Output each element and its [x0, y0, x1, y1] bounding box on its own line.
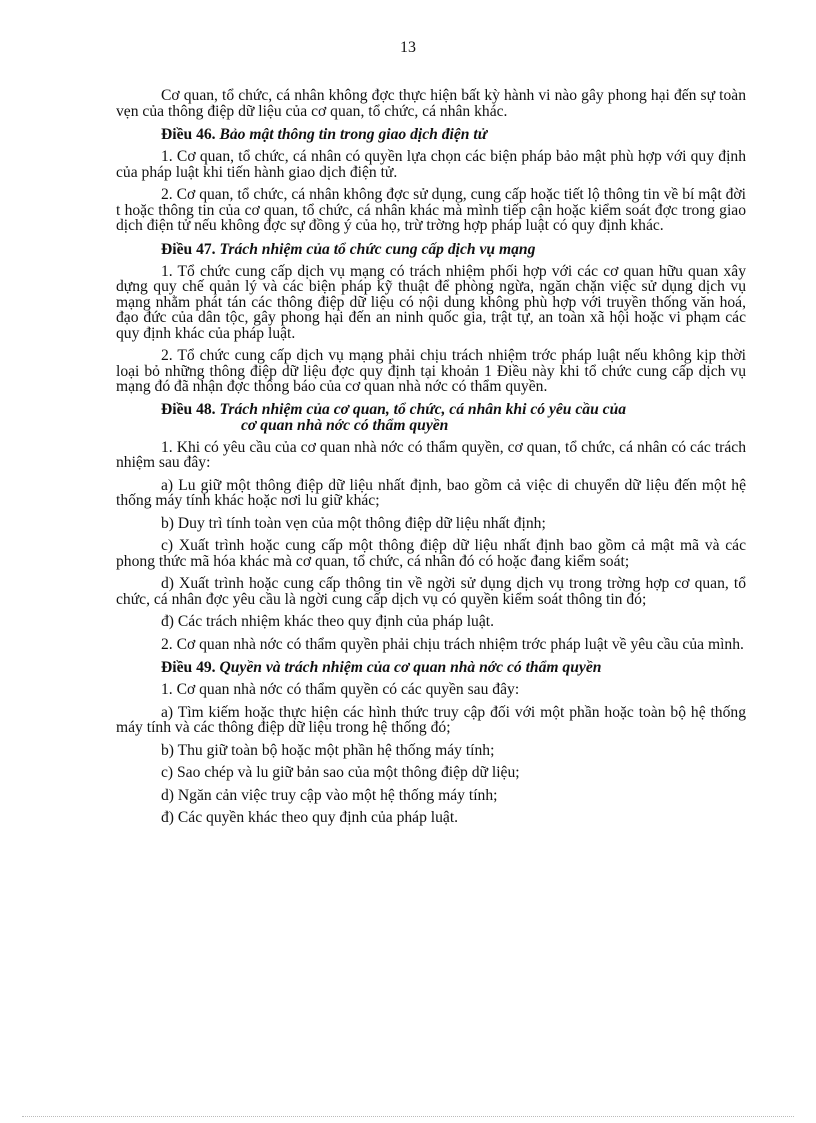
list-item: c) Sao chép và lu giữ bản sao của một thông điệp dữ liệu; — [161, 764, 520, 781]
article-title: Trách nhiệm của cơ quan, tổ chức, cá nhân khi có yêu cầu của — [219, 400, 627, 418]
list-item: b) Thu giữ toàn bộ hoặc một phần hệ thống máy tính; — [161, 741, 495, 759]
article-title: Quyền và trách nhiệm của cơ quan nhà nớc có thẩm quyền — [219, 659, 602, 676]
article-title-continued: cơ quan nhà nớc có thẩm quyền — [241, 416, 449, 434]
paragraph: 2. Cơ quan nhà nớc có thẩm quyền phải chịu trách nhiệm trớc pháp luật về yêu cầu của mình. — [161, 635, 744, 653]
article-heading-46 — [116, 126, 746, 143]
list-item: a) Tìm kiếm hoặc thực hiện các hình thức truy cập đối với một phần hoặc toàn bộ hệ thống máy tính và các thông điệp dữ liệu trong hệ thống đó; — [116, 703, 746, 736]
list-item: a) Lu giữ một thông điệp dữ liệu nhất định, bao gồm cả việc di chuyển dữ liệu đến một hệ thống máy tính khác hoặc nơi lu giữ khác; — [116, 476, 746, 509]
paragraph: 1. Khi có yêu cầu của cơ quan nhà nớc có thẩm quyền, cơ quan, tổ chức, cá nhân có các trách nhiệm sau đây: — [116, 438, 746, 471]
footer-divider — [22, 1116, 794, 1117]
paragraph: 1. Cơ quan, tổ chức, cá nhân có quyền lựa chọn các biện pháp bảo mật phù hợp với quy định của pháp luật khi tiến hành giao dịch điện tử. — [116, 148, 746, 181]
document-body — [116, 88, 746, 833]
list-item: đ) Các trách nhiệm khác theo quy định của pháp luật. — [161, 613, 494, 630]
list-item: c) Xuất trình hoặc cung cấp một thông điệp dữ liệu nhất định bao gồm cả mật mã và các phong thức mã hóa khác mà cơ quan, tổ chức, cá nhân đó có hoặc đang kiểm soát; — [116, 537, 746, 570]
paragraph: 1. Cơ quan nhà nớc có thẩm quyền có các quyền sau đây: — [161, 681, 520, 698]
article-number: Điều 49. — [161, 659, 216, 676]
article-number: Điều 47. — [161, 240, 216, 258]
article-title: Trách nhiệm của tổ chức cung cấp dịch vụ mạng — [219, 240, 536, 258]
article-number: Điều 46. — [161, 126, 216, 143]
list-item: b) Duy trì tính toàn vẹn của một thông điệp dữ liệu nhất định; — [161, 514, 546, 532]
list-item: d) Ngăn cản việc truy cập vào một hệ thống máy tính; — [161, 786, 498, 804]
list-item: đ) Các quyền khác theo quy định của pháp luật. — [161, 809, 459, 826]
list-item: d) Xuất trình hoặc cung cấp thông tin về ngời sử dụng dịch vụ trong trờng hợp cơ quan, tổ chức, cá nhân đợc yêu cầu là ngời cung cấp dịch vụ có quyền kiểm soát thông tin đó; — [116, 575, 746, 608]
article-number: Điều 48. — [161, 400, 216, 418]
page-number: 13 — [400, 39, 416, 56]
article-heading-48 — [116, 402, 746, 434]
article-title: Bảo mật thông tin trong giao dịch điện tử — [219, 126, 488, 143]
article-heading-47 — [116, 241, 746, 258]
article-heading-49 — [116, 659, 746, 676]
paragraph: Cơ quan, tổ chức, cá nhân không đợc thực hiện bất kỳ hành vi nào gây phong hại đến sự toàn vẹn của thông điệp dữ liệu của cơ quan, tổ chức, cá nhân khác. — [116, 87, 746, 120]
paragraph: 2. Cơ quan, tổ chức, cá nhân không đợc sử dụng, cung cấp hoặc tiết lộ thông tin về bí mật đời t hoặc thông tin của cơ quan, tổ chức, cá nhân khác mà mình tiếp cận hoặc kiểm soát đợc trong giao dịch điện tử nếu không đợc sự đồng ý của họ, trừ trờng hợp pháp luật có quy định khác. — [116, 186, 746, 234]
paragraph: 1. Tổ chức cung cấp dịch vụ mạng có trách nhiệm phối hợp với các cơ quan hữu quan xây dựng quy chế quản lý và các biện pháp kỹ thuật để phòng ngừa, ngăn chặn việc sử dụng dịch vụ mạng nhằm phát tán các thông điệp dữ liệu có nội dung không phù hợp với truyền thống văn hoá, đạo đức của dân tộc, gây phong hại đến an ninh quốc gia, trật tự, an toàn xã hội hoặc vi phạm các quy định khác của pháp luật. — [116, 262, 746, 342]
paragraph: 2. Tổ chức cung cấp dịch vụ mạng phải chịu trách nhiệm trớc pháp luật nếu không kịp thời loại bỏ những thông điệp dữ liệu đợc quy định tại khoản 1 Điều này khi tổ chức cung cấp dịch vụ mạng đó đã nhận đợc thông báo của cơ quan nhà nớc có thẩm quyền. — [116, 347, 746, 395]
